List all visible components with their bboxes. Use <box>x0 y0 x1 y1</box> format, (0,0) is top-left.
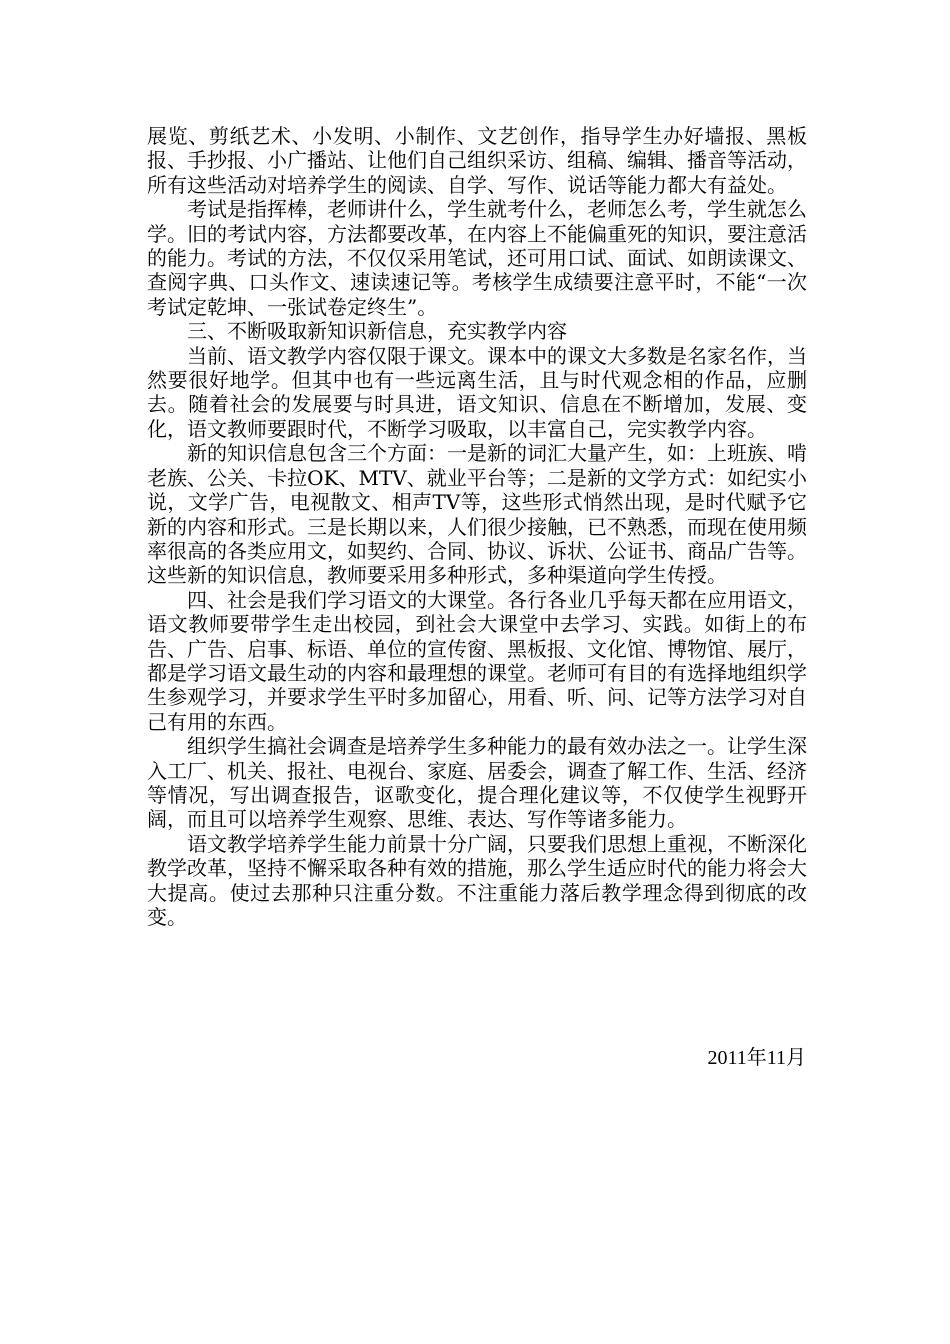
paragraph-activities: 展览、剪纸艺术、小发明、小制作、文艺创作，指导学生办好墙报、黑板报、手抄报、小广播站、让他们自己组织采访、组稿、编辑、播音等活动，所有这些活动对培养学生的阅读、自学、写作、说话等能力都大有益处。 <box>147 124 807 197</box>
paragraph-teaching-content: 当前、语文教学内容仅限于课文。课本中的课文大多数是名家名作，当然要很好地学。但其中也有一些远离生活，且与时代观念相的作品，应删去。随着社会的发展要与时具进，语文知识、信息在不断增加，发展、变化，语文教师要跟时代，不断学习吸取，以丰富自己，完实教学内容。 <box>147 343 807 441</box>
document-body <box>147 124 807 929</box>
paragraph-conclusion: 语文教学培养学生能力前景十分广阔，只要我们思想上重视，不断深化教学改革，坚持不懈采取各种有效的措施，那么学生适应时代的能力将会大大提高。使过去那种只注重分数。不注重能力落后教学理念得到彻底的改变。 <box>147 831 807 929</box>
document-date: 2011年11月 <box>707 1047 806 1069</box>
paragraph-social-survey: 组织学生搞社会调查是培养学生多种能力的最有效办法之一。让学生深入工厂、机关、报社、电视台、家庭、居委会，调查了解工作、生活、经济等情况，写出调查报告，讴歌变化，提合理化建议等，不仅使学生视野开阔，而且可以培养学生观察、思维、表达、写作等诸多能力。 <box>147 734 807 832</box>
paragraph-new-knowledge: 新的知识信息包含三个方面：一是新的词汇大量产生，如：上班族、啃老族、公关、卡拉OK、MTV、就业平台等；二是新的文学方式：如纪实小说，文学广告，电视散文、相声TV等，这些形式悄然出现，是时代赋予它新的内容和形式。三是长期以来，人们很少接触，已不熟悉，而现在使用频率很高的各类应用文，如契约、合同、协议、诉状、公证书、商品广告等。这些新的知识信息，教师要采用多种形式，多种渠道向学生传授。 <box>147 441 807 588</box>
section-heading-three: 三、不断吸取新知识新信息，充实教学内容 <box>187 319 567 344</box>
paragraph-society-classroom: 四、社会是我们学习语文的大课堂。各行各业几乎每天都在应用语文，语文教师要带学生走出校园，到社会大课堂中去学习、实践。如街上的布告、广告、启事、标语、单位的宣传窗、黑板报、文化馆、博物馆、展厅，都是学习语文最生动的内容和最理想的课堂。老师可有目的有选择地组织学生参观学习，并要求学生平时多加留心，用看、听、问、记等方法学习对自己有用的东西。 <box>147 587 807 734</box>
paragraph-exams: 考试是指挥棒，老师讲什么，学生就考什么，老师怎么考，学生就怎么学。旧的考试内容，方法都要改革，在内容上不能偏重死的知识，要注意活的能力。考试的方法，不仅仅采用笔试，还可用口试、面试、如朗读课文、查阅字典、口头作文、速读速记等。考核学生成绩要注意平时，不能“一次考试定乾坤、一张试卷定终生”。 <box>147 197 807 319</box>
